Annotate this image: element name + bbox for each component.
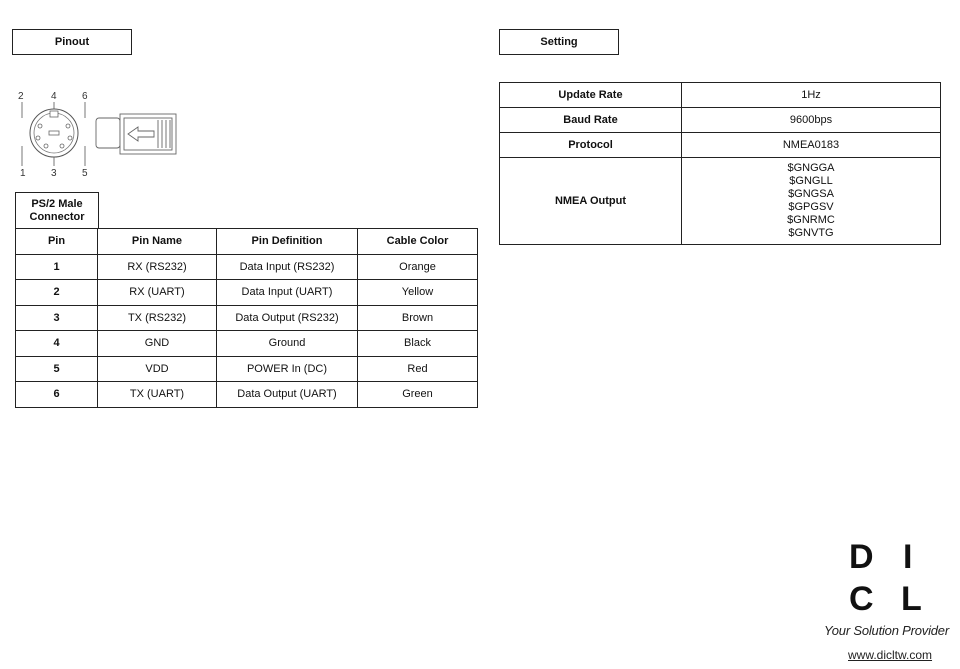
table-row	[16, 382, 478, 408]
pin-label-5: 5	[82, 168, 88, 179]
setting-value: NMEA0183	[682, 133, 941, 158]
table-row	[16, 305, 478, 331]
nmea-sentence: $GNGGA	[787, 162, 835, 174]
cable-color: Green	[358, 382, 478, 408]
nmea-output-label: NMEA Output	[500, 158, 682, 245]
pin-definition: POWER In (DC)	[217, 356, 358, 382]
pin-name: GND	[98, 331, 217, 357]
pin-label-2: 2	[18, 91, 24, 102]
table-row	[16, 280, 478, 306]
brand-tagline: Your Solution Provider	[824, 623, 949, 638]
cable-color: Orange	[358, 254, 478, 280]
pin-label-6: 6	[82, 91, 88, 102]
table-row	[500, 158, 941, 245]
cable-color: Yellow	[358, 280, 478, 306]
logo-letter-c: C	[849, 580, 874, 618]
logo-letter-d: D	[849, 538, 874, 576]
pin-number: 3	[16, 305, 98, 331]
setting-label: Update Rate	[500, 83, 682, 108]
pin-name: TX (UART)	[98, 382, 217, 408]
pinout-header-row	[16, 229, 478, 255]
pinout-title: Pinout	[12, 29, 132, 55]
pin-definition: Data Input (RS232)	[217, 254, 358, 280]
pin-number: 5	[16, 356, 98, 382]
pin-name: RX (UART)	[98, 280, 217, 306]
nmea-sentence: $GNRMC	[787, 214, 835, 226]
pin-number: 4	[16, 331, 98, 357]
pin-definition: Data Output (UART)	[217, 382, 358, 408]
settings-table	[499, 82, 941, 245]
table-row	[500, 133, 941, 158]
header-pin-name: Pin Name	[98, 229, 217, 255]
pin-name: VDD	[98, 356, 217, 382]
setting-label: Baud Rate	[500, 108, 682, 133]
pin-number: 1	[16, 254, 98, 280]
table-row	[16, 254, 478, 280]
nmea-output-values	[682, 158, 941, 245]
nmea-sentence: $GNGSA	[788, 188, 834, 200]
cable-color: Black	[358, 331, 478, 357]
website-link[interactable]: www.dicltw.com	[848, 648, 933, 662]
pin-number: 6	[16, 382, 98, 408]
header-cable-color: Cable Color	[358, 229, 478, 255]
pin-number: 2	[16, 280, 98, 306]
pin-name: RX (RS232)	[98, 254, 217, 280]
pin-label-3: 3	[51, 168, 57, 179]
nmea-sentence: $GNGLL	[789, 175, 833, 187]
pin-definition: Ground	[217, 331, 358, 357]
ps2-connector-diagram	[12, 88, 182, 180]
pinout-table	[15, 228, 478, 408]
pin-label-4: 4	[51, 91, 57, 102]
pin-definition: Data Output (RS232)	[217, 305, 358, 331]
setting-value: 1Hz	[682, 83, 941, 108]
nmea-sentence: $GPGSV	[788, 201, 834, 213]
cable-color: Brown	[358, 305, 478, 331]
pin-name: TX (RS232)	[98, 305, 217, 331]
setting-value: 9600bps	[682, 108, 941, 133]
setting-title: Setting	[499, 29, 619, 55]
setting-label: Protocol	[500, 133, 682, 158]
logo-letter-i: I	[903, 538, 913, 576]
nmea-sentence: $GNVTG	[788, 227, 834, 239]
table-row	[16, 331, 478, 357]
pin-definition: Data Input (UART)	[217, 280, 358, 306]
header-pin-definition: Pin Definition	[217, 229, 358, 255]
pin-label-1: 1	[20, 168, 26, 179]
table-row	[500, 108, 941, 133]
cable-color: Red	[358, 356, 478, 382]
table-row	[500, 83, 941, 108]
logo-letter-l: L	[901, 580, 922, 618]
table-row	[16, 356, 478, 382]
connector-label: PS/2 Male Connector	[15, 192, 99, 228]
header-pin: Pin	[16, 229, 98, 255]
